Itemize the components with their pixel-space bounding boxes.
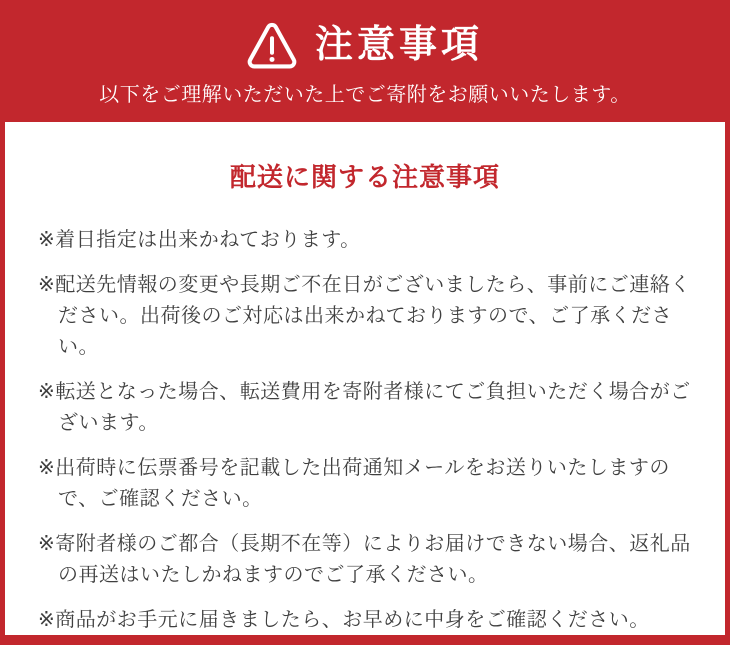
note-item: ※商品がお手元に届きましたら、お早めに中身をご確認ください。 [38,609,650,631]
note-item: ※着日指定は出来かねております。 [38,229,361,251]
page-title: 注意事項 [314,23,483,66]
notes-list [5,225,725,636]
notice-header [0,0,730,122]
notice-header-title-row [247,22,483,70]
notice-panel [5,122,725,635]
note-item: ※配送先情報の変更や長期ご不在日がございましたら、事前にご連絡ください。出荷後のご対応は出来かねておりますので、ご了承ください。 [38,274,691,358]
page-subtitle: 以下をご理解いただいた上でご寄附をお願いいたします。 [99,83,631,106]
note-item: ※出荷時に伝票番号を記載した出荷通知メールをお送りいたしますので、ご確認ください。 [38,457,670,510]
panel-title: 配送に関する注意事項 [229,162,500,192]
note-item: ※転送となった場合、転送費用を寄附者様にてご負担いただく場合がございます。 [38,381,691,434]
warning-triangle-icon [247,22,297,70]
note-item: ※寄附者様のご都合（長期不在等）によりお届けできない場合、返礼品の再送はいたしかねますのでご了承ください。 [38,533,691,586]
